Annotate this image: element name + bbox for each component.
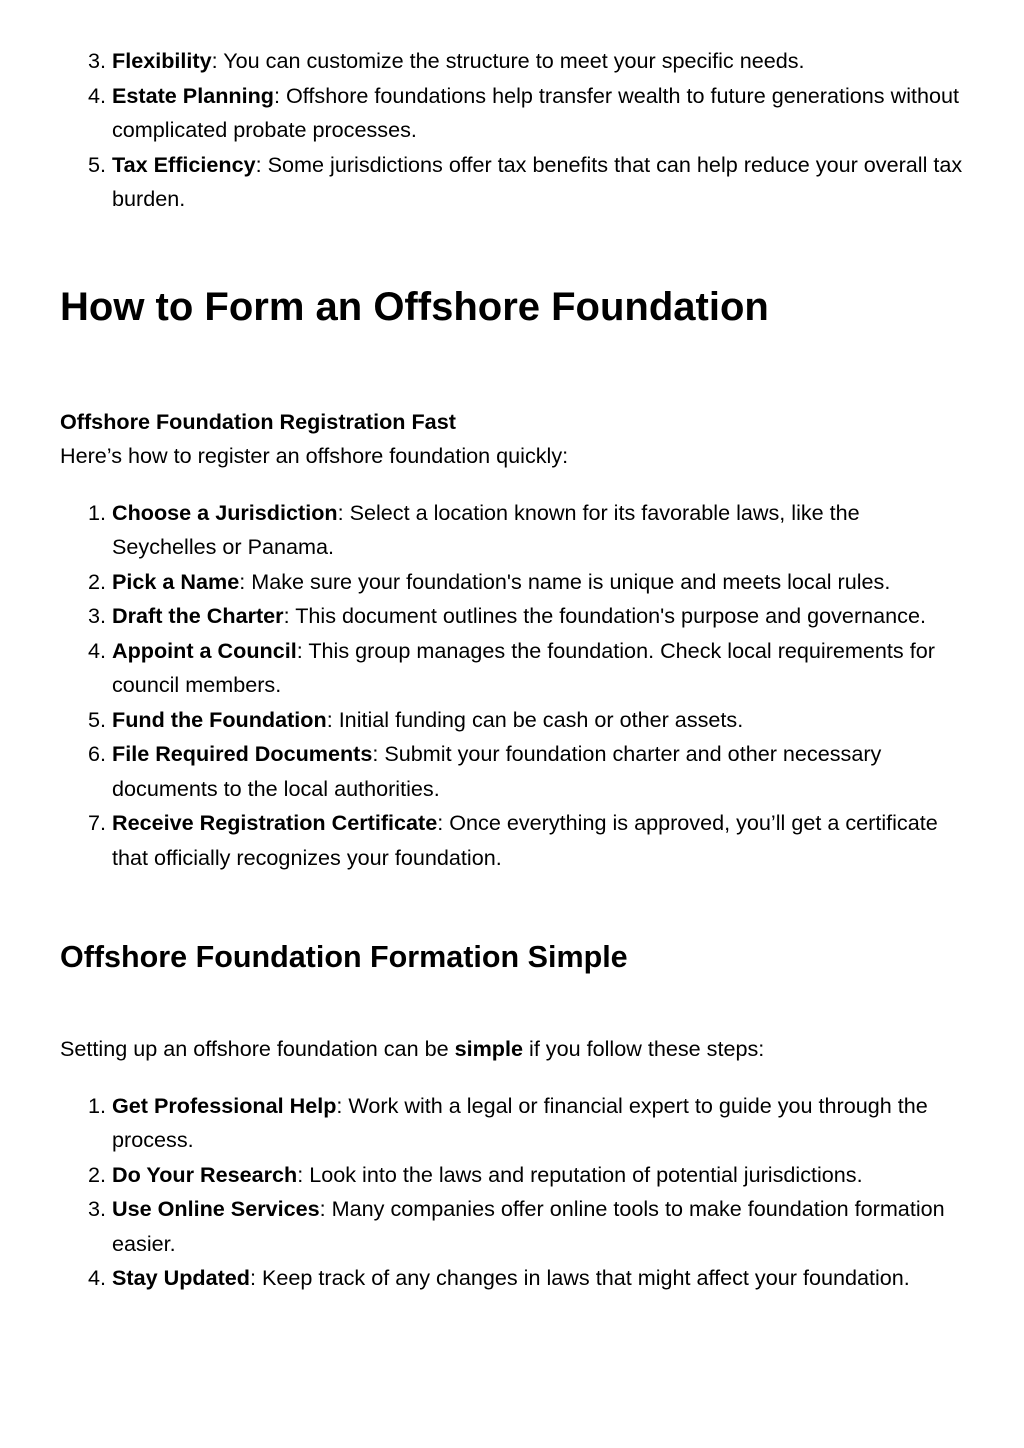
benefits-list [60, 44, 967, 217]
list-item-text: Keep track of any changes in laws that might affect your foundation. [262, 1265, 910, 1290]
list-item-text: Select a location known for its favorable laws, like the Seychelles or Panama. [112, 499, 860, 559]
list-item-label: Choose a Jurisdiction [112, 499, 338, 525]
article-content [60, 44, 967, 1296]
label-separator: : [283, 603, 296, 628]
list-item-label: Appoint a Council [112, 637, 297, 663]
benefit-list-item [112, 79, 967, 148]
label-separator: : [326, 706, 339, 732]
list-item-label: Get Professional Help [112, 1092, 337, 1118]
formation-step-item [112, 1192, 967, 1261]
list-item-text: Some jurisdictions offer tax benefits that can help reduce your overall tax burden. [112, 151, 963, 211]
label-separator: : [255, 151, 268, 177]
list-item-label: Fund the Foundation [112, 706, 327, 732]
registration-step-item [112, 599, 967, 634]
list-item-text: You can customize the structure to meet your specific needs. [223, 48, 805, 73]
list-item-text: Look into the laws and reputation of potential jurisdictions. [309, 1161, 863, 1187]
registration-steps-list [60, 496, 967, 876]
formation-intro-prefix: Setting up an offshore foundation can be [60, 1036, 455, 1061]
formation-steps-list [60, 1089, 967, 1296]
registration-step-item [112, 634, 967, 703]
label-separator: : [297, 1161, 310, 1187]
formation-intro-suffix: if you follow these steps: [523, 1036, 765, 1061]
label-separator: : [211, 48, 224, 73]
list-item-text: This group manages the foundation. Check local requirements for council members. [112, 637, 935, 697]
list-item-label: Tax Efficiency [112, 151, 256, 177]
registration-step-item [112, 496, 967, 565]
label-separator: : [296, 637, 309, 663]
list-item-text: Work with a legal or financial expert to guide you through the process. [112, 1092, 928, 1152]
list-item-text: Make sure your foundation's name is unique and meets local rules. [251, 568, 891, 594]
label-separator: : [437, 810, 450, 835]
registration-step-item [112, 737, 967, 806]
formation-intro [60, 1032, 967, 1067]
list-item-label: Do Your Research [112, 1161, 298, 1187]
benefit-list-item [112, 148, 967, 217]
registration-step-item [112, 703, 967, 738]
list-item-text: Once everything is approved, you’ll get a certificate that officially recognizes your foundation. [112, 810, 938, 870]
formation-intro-bold: simple [454, 1036, 524, 1061]
list-item-text: Many companies offer online tools to make foundation formation easier. [112, 1196, 945, 1256]
label-separator: : [239, 568, 252, 594]
list-item-text: Offshore foundations help transfer wealth to future generations without complicated probate processes. [112, 82, 960, 142]
formation-step-item [112, 1261, 967, 1296]
list-item-label: Use Online Services [112, 1196, 320, 1221]
label-separator: : [337, 499, 350, 525]
list-item-text: Submit your foundation charter and other necessary documents to the local authorities. [112, 741, 882, 801]
label-separator: : [336, 1092, 349, 1118]
label-separator: : [372, 741, 385, 766]
list-item-label: File Required Documents [112, 741, 373, 766]
registration-step-item [112, 806, 967, 875]
registration-step-item [112, 565, 967, 600]
list-item-label: Flexibility [112, 48, 212, 73]
list-item-label: Estate Planning [112, 82, 274, 108]
label-separator: : [319, 1196, 332, 1221]
label-separator: : [274, 82, 286, 108]
list-item-label: Stay Updated [112, 1265, 250, 1290]
formation-step-item [112, 1089, 967, 1158]
page-title: How to Form an Offshore Foundation [60, 284, 769, 329]
list-item-label: Pick a Name [112, 568, 240, 594]
benefit-list-item [112, 44, 967, 79]
registration-intro: Here’s how to register an offshore foundation quickly: [60, 443, 569, 468]
list-item-text: This document outlines the foundation's purpose and governance. [295, 603, 926, 628]
registration-subheading: Offshore Foundation Registration Fast [60, 408, 456, 434]
label-separator: : [250, 1265, 262, 1290]
list-item-label: Receive Registration Certificate [112, 810, 438, 835]
formation-step-item [112, 1158, 967, 1193]
formation-heading: Offshore Foundation Formation Simple [60, 940, 628, 974]
list-item-text: Initial funding can be cash or other assets. [338, 706, 744, 732]
list-item-label: Draft the Charter [112, 603, 284, 628]
